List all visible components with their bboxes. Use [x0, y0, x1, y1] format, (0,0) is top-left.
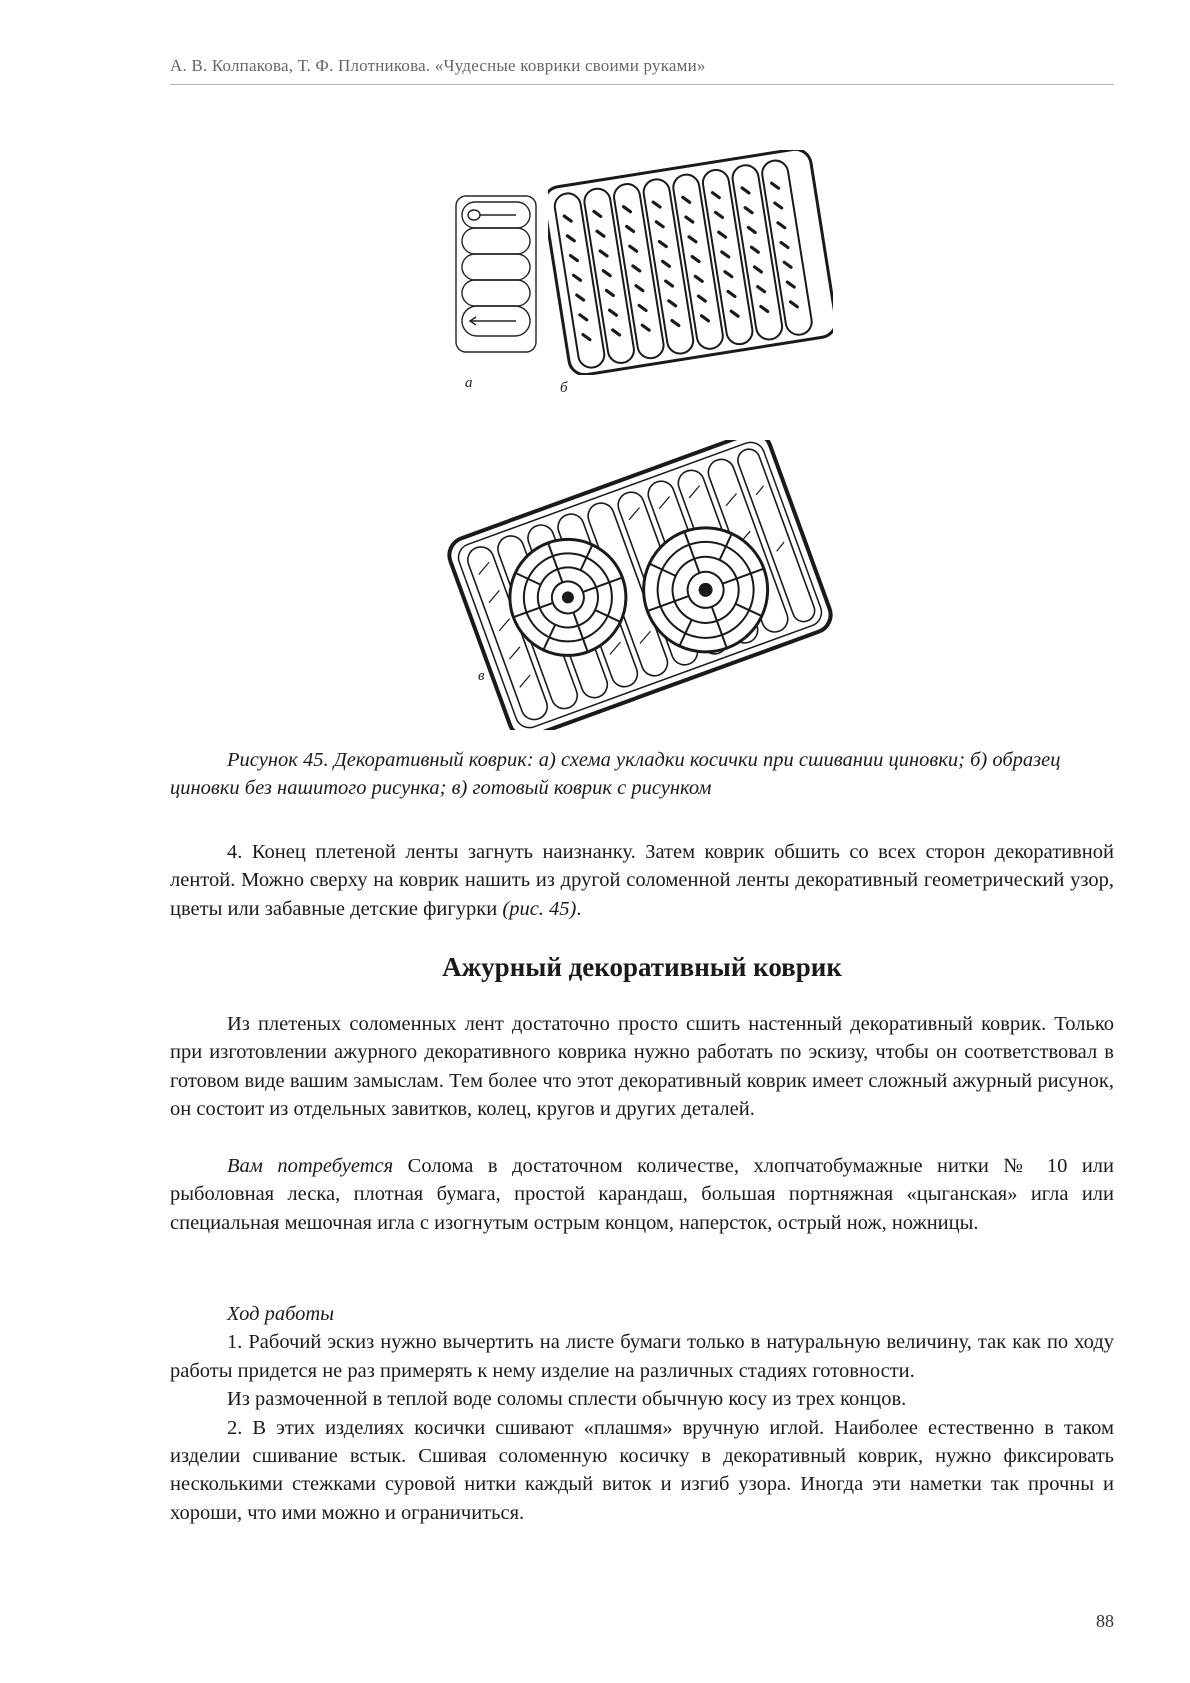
work-step-1: 1. Рабочий эскиз нужно вычертить на листе бумаги только в натуральную величину, так как по ходу работы придется не раз примерять к нему изделие на различных стадиях готовности. [170, 1331, 1114, 1382]
paragraph-materials [170, 1152, 1114, 1237]
section-heading: Ажурный декоративный коврик [442, 952, 842, 982]
materials-lead: Вам потребуется [227, 1155, 394, 1177]
figure-caption-text: Рисунок 45. Декоративный коврик: а) схема укладки косички при сшивании циновки; б) образец циновки без нашитого рисунка; в) готовый коврик с рисунком [170, 749, 1061, 799]
paragraph-intro-text: Из плетеных соломенных лент достаточно просто сшить настенный декоративный коврик. Только при изготовлении ажурного декоративного коврика нужно работать по эскизу, чтобы он соответствовал в готовом виде вашим замыслам. Тем более что этот декоративный коврик имеет сложный ажурный рисунок, он состоит из отдельных завитков, колец, кругов и других деталей. [170, 1013, 1114, 1121]
page-number: 88 [1096, 1611, 1114, 1631]
paragraph-step-4-end: . [576, 897, 582, 920]
running-header: А. В. Колпакова, Т. Ф. Плотникова. «Чудесные коврики своими руками» [170, 56, 706, 75]
work-step-braid: Из размоченной в теплой воде соломы сплести обычную косу из трех концов. [227, 1388, 907, 1411]
figure-caption [170, 746, 1114, 802]
header-rule [170, 84, 1114, 85]
figure-a-scheme [450, 192, 550, 362]
figure-b-mat-sample [548, 150, 833, 375]
work-heading: Ход работы [227, 1303, 335, 1325]
figure-label-a: а [465, 375, 473, 391]
materials-text: Солома в достаточном количестве, хлопчатобумажные нитки № 10 или рыболовная леска, плотная бумага, простой карандаш, большая портняжная «цыганская» игла или специальная мешочная игла с изогнутым острым концом, наперсток, острый нож, ножницы. [170, 1155, 1115, 1234]
work-step-2: 2. В этих изделиях косички сшивают «плашмя» вручную иглой. Наиболее естественно в таком изделии сшивание встык. Сшивая соломенную косичку в декоративный коврик, нужно фиксировать несколькими стежками суровой нитки каждый виток и изгиб узора. Иногда эти наметки так прочны и хороши, что ими можно и ограничиться. [170, 1416, 1114, 1524]
figure-reference: (рис. 45) [502, 897, 577, 920]
paragraph-step-4-text: 4. Конец плетеной ленты загнуть наизнанку. Затем коврик обшить со всех сторон декоративной лентой. Можно сверху на коврик нашить из другой соломенной ленты декоративный геометрический узор, цветы или забавные детские фигурки [170, 841, 1114, 920]
work-section [170, 1300, 1114, 1527]
figure-c-finished-mat [440, 440, 840, 730]
paragraph-intro [170, 1010, 1114, 1124]
figure-label-c: в [478, 668, 485, 684]
paragraph-step-4 [170, 838, 1114, 923]
figure-label-b: б [560, 380, 568, 396]
